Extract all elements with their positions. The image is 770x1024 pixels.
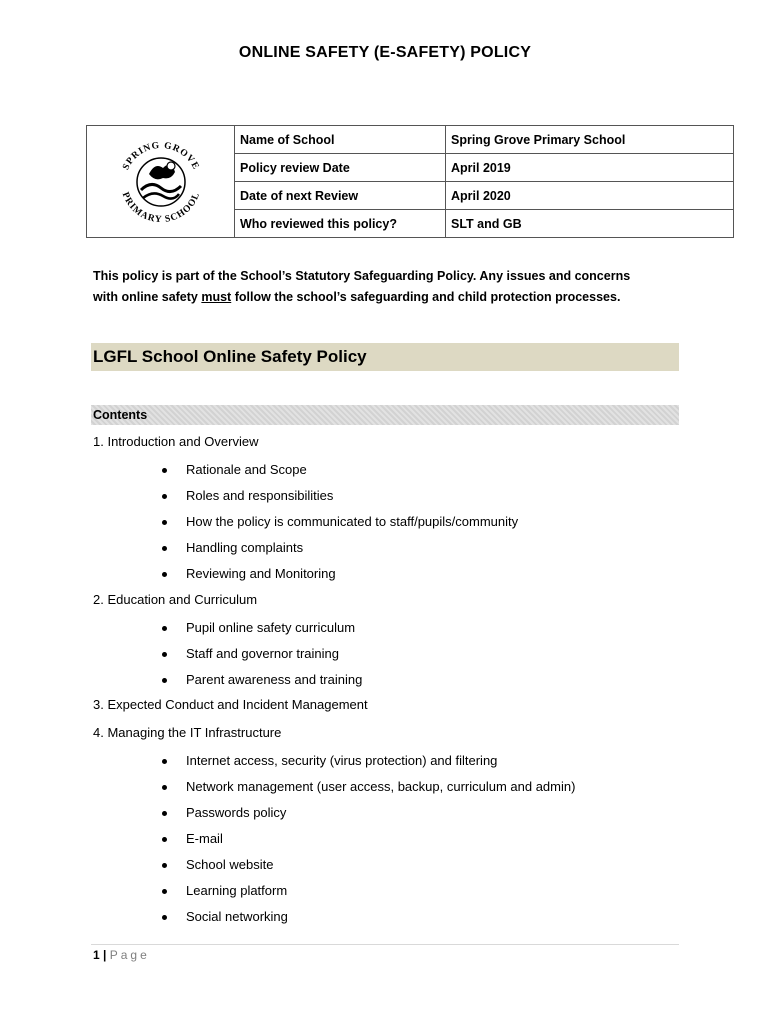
footer-divider	[91, 944, 679, 945]
bullet-icon	[162, 520, 167, 525]
logo-top-text: SPRING GROVE	[120, 140, 201, 172]
contents-heading: Contents	[91, 405, 679, 425]
logo-cell	[87, 126, 235, 238]
toc-item: Parent awareness and training	[186, 672, 363, 687]
toc-section: 3. Expected Conduct and Incident Management	[93, 697, 368, 712]
info-value: April 2020	[446, 182, 734, 210]
bullet-icon	[162, 468, 167, 473]
info-value: Spring Grove Primary School	[446, 126, 734, 154]
page-footer	[93, 948, 150, 962]
bullet-icon	[162, 572, 167, 577]
toc-item: E-mail	[186, 831, 223, 846]
bullet-icon	[162, 811, 167, 816]
bullet-icon	[162, 494, 167, 499]
info-value: April 2019	[446, 154, 734, 182]
logo-bottom-text: PRIMARY SCHOOL	[119, 190, 202, 225]
toc-item: Internet access, security (virus protection) and filtering	[186, 753, 498, 768]
bullet-icon	[162, 785, 167, 790]
toc-item: Passwords policy	[186, 805, 287, 820]
toc-item: Handling complaints	[186, 540, 304, 555]
bullet-icon	[162, 889, 167, 894]
bullet-icon	[162, 678, 167, 683]
intro-emphasis: must	[201, 290, 232, 304]
toc-item: Reviewing and Monitoring	[186, 566, 336, 581]
toc-item: Staff and governor training	[186, 646, 339, 661]
toc-item: How the policy is communicated to staff/pupils/community	[186, 514, 519, 529]
page-number: 1	[93, 948, 100, 962]
toc-item: Network management (user access, backup, curriculum and admin)	[186, 779, 576, 794]
toc-item: Rationale and Scope	[186, 462, 307, 477]
intro-line-2-start: with online safety	[93, 290, 202, 304]
bullet-icon	[162, 915, 167, 920]
bullet-icon	[162, 546, 167, 551]
info-label: Date of next Review	[235, 182, 446, 210]
toc-item: Social networking	[186, 909, 288, 924]
table-row	[87, 126, 734, 154]
intro-line-1: This policy is part of the School’s Statutory Safeguarding Policy. Any issues and concerns	[93, 269, 631, 283]
info-label: Who reviewed this policy?	[235, 210, 446, 238]
bullet-icon	[162, 652, 167, 657]
toc-section: 1. Introduction and Overview	[93, 434, 259, 449]
toc-section: 2. Education and Curriculum	[93, 592, 258, 607]
intro-paragraph	[93, 266, 693, 308]
document-title: ONLINE SAFETY (E-SAFETY) POLICY	[238, 44, 532, 61]
policy-info-table	[86, 125, 734, 238]
toc-item: Pupil online safety curriculum	[186, 620, 356, 635]
toc-item: School website	[186, 857, 274, 872]
info-label: Name of School	[235, 126, 446, 154]
toc-section: 4. Managing the IT Infrastructure	[93, 725, 282, 740]
school-logo	[111, 132, 211, 232]
section-heading: LGFL School Online Safety Policy	[91, 343, 679, 371]
page-label: Page	[109, 948, 150, 962]
toc-item: Roles and responsibilities	[186, 488, 334, 503]
footer-separator: |	[103, 948, 107, 962]
intro-line-2-end: follow the school’s safeguarding and child protection processes.	[231, 290, 621, 304]
bullet-icon	[162, 863, 167, 868]
info-label: Policy review Date	[235, 154, 446, 182]
info-value: SLT and GB	[446, 210, 734, 238]
bullet-icon	[162, 837, 167, 842]
bullet-icon	[162, 759, 167, 764]
bullet-icon	[162, 626, 167, 631]
toc-item: Learning platform	[186, 883, 288, 898]
